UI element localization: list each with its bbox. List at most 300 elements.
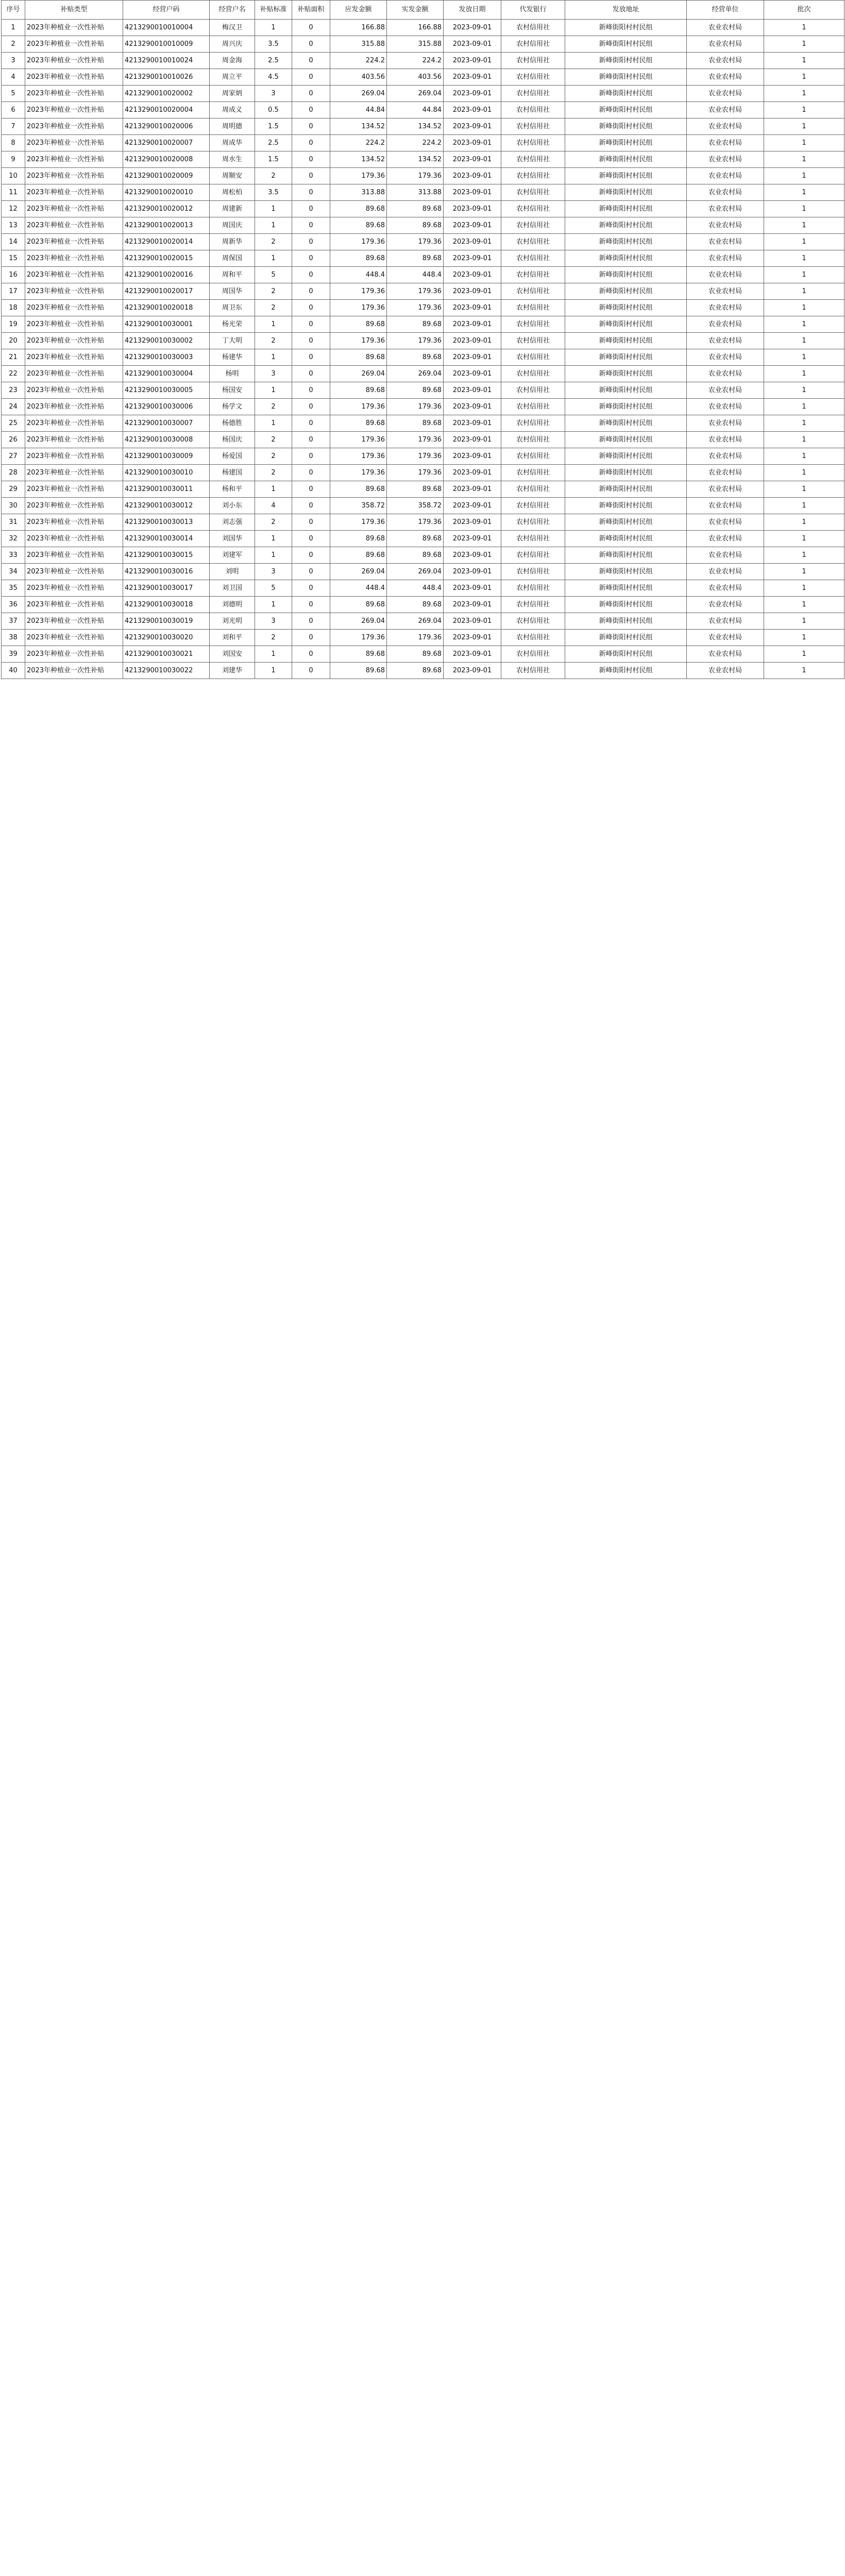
cell-paid: 269.04 [387,613,444,630]
cell-bank: 农村信用社 [501,630,565,646]
cell-type: 2023年种植业一次性补贴 [25,481,123,498]
cell-no: 26 [2,432,25,448]
cell-no: 21 [2,349,25,366]
cell-no: 40 [2,663,25,679]
cell-type: 2023年种植业一次性补贴 [25,283,123,300]
cell-type: 2023年种植业一次性补贴 [25,531,123,547]
cell-date: 2023-09-01 [444,53,501,69]
cell-std: 1 [255,663,292,679]
cell-std: 2 [255,300,292,316]
cell-area: 0 [292,20,330,36]
table-row [2,102,844,118]
table-row [2,267,844,283]
cell-date: 2023-09-01 [444,151,501,168]
cell-bank: 农村信用社 [501,613,565,630]
cell-no: 14 [2,234,25,250]
cell-type: 2023年种植业一次性补贴 [25,547,123,564]
cell-no: 29 [2,481,25,498]
cell-paid: 179.36 [387,432,444,448]
cell-code: 4213290010030019 [123,613,210,630]
cell-code: 4213290010030013 [123,514,210,531]
cell-type: 2023年种植业一次性补贴 [25,316,123,333]
cell-batch: 1 [764,498,844,514]
cell-unit: 农业农村局 [687,168,764,184]
cell-no: 23 [2,382,25,399]
cell-std: 4 [255,498,292,514]
cell-batch: 1 [764,118,844,135]
cell-bank: 农村信用社 [501,36,565,53]
cell-bank: 农村信用社 [501,481,565,498]
cell-type: 2023年种植业一次性补贴 [25,86,123,102]
cell-paid: 269.04 [387,564,444,580]
cell-no: 17 [2,283,25,300]
table-row [2,151,844,168]
cell-area: 0 [292,564,330,580]
cell-batch: 1 [764,333,844,349]
cell-code: 4213290010020014 [123,234,210,250]
table-row [2,663,844,679]
cell-bank: 农村信用社 [501,135,565,151]
cell-addr: 新峰街阳村村民组 [565,597,687,613]
cell-unit: 农业农村局 [687,630,764,646]
table-row [2,135,844,151]
cell-bank: 农村信用社 [501,168,565,184]
cell-paid: 448.4 [387,580,444,597]
table-row [2,118,844,135]
cell-addr: 新峰街阳村村民组 [565,498,687,514]
cell-date: 2023-09-01 [444,250,501,267]
cell-bank: 农村信用社 [501,547,565,564]
table-row [2,333,844,349]
table-row [2,432,844,448]
cell-std: 2 [255,399,292,415]
cell-code: 4213290010030014 [123,531,210,547]
cell-unit: 农业农村局 [687,663,764,679]
cell-bank: 农村信用社 [501,151,565,168]
cell-addr: 新峰街阳村村民组 [565,53,687,69]
cell-no: 19 [2,316,25,333]
cell-code: 4213290010030015 [123,547,210,564]
cell-paid: 89.68 [387,415,444,432]
cell-date: 2023-09-01 [444,597,501,613]
cell-due: 179.36 [330,168,387,184]
cell-bank: 农村信用社 [501,333,565,349]
cell-unit: 农业农村局 [687,333,764,349]
cell-area: 0 [292,333,330,349]
cell-unit: 农业农村局 [687,151,764,168]
cell-paid: 166.88 [387,20,444,36]
cell-date: 2023-09-01 [444,118,501,135]
cell-date: 2023-09-01 [444,168,501,184]
cell-std: 2 [255,432,292,448]
cell-batch: 1 [764,399,844,415]
cell-unit: 农业农村局 [687,217,764,234]
cell-bank: 农村信用社 [501,399,565,415]
cell-name: 丁大明 [210,333,255,349]
cell-area: 0 [292,580,330,597]
cell-due: 89.68 [330,646,387,663]
cell-batch: 1 [764,69,844,86]
cell-type: 2023年种植业一次性补贴 [25,663,123,679]
cell-name: 杨学文 [210,399,255,415]
cell-type: 2023年种植业一次性补贴 [25,349,123,366]
cell-bank: 农村信用社 [501,217,565,234]
cell-name: 刘建华 [210,663,255,679]
cell-due: 179.36 [330,448,387,465]
cell-no: 16 [2,267,25,283]
cell-addr: 新峰街阳村村民组 [565,86,687,102]
cell-unit: 农业农村局 [687,465,764,481]
cell-due: 403.56 [330,69,387,86]
table-row [2,184,844,201]
cell-batch: 1 [764,250,844,267]
cell-date: 2023-09-01 [444,36,501,53]
cell-code: 4213290010020018 [123,300,210,316]
column-header: 经营单位 [687,1,764,20]
cell-addr: 新峰街阳村村民组 [565,465,687,481]
table-body [2,20,844,679]
cell-batch: 1 [764,53,844,69]
column-header: 发放地址 [565,1,687,20]
cell-unit: 农业农村局 [687,415,764,432]
cell-date: 2023-09-01 [444,415,501,432]
cell-type: 2023年种植业一次性补贴 [25,300,123,316]
cell-due: 89.68 [330,250,387,267]
cell-unit: 农业农村局 [687,349,764,366]
table-header-row [2,1,844,20]
cell-area: 0 [292,316,330,333]
cell-code: 4213290010020013 [123,217,210,234]
cell-paid: 134.52 [387,118,444,135]
cell-code: 4213290010010024 [123,53,210,69]
cell-code: 4213290010020012 [123,201,210,217]
cell-type: 2023年种植业一次性补贴 [25,514,123,531]
cell-bank: 农村信用社 [501,366,565,382]
cell-due: 179.36 [330,630,387,646]
cell-area: 0 [292,663,330,679]
cell-paid: 89.68 [387,316,444,333]
cell-paid: 89.68 [387,217,444,234]
subsidy-table [1,0,844,679]
cell-area: 0 [292,267,330,283]
cell-bank: 农村信用社 [501,465,565,481]
cell-addr: 新峰街阳村村民组 [565,646,687,663]
cell-unit: 农业农村局 [687,300,764,316]
cell-addr: 新峰街阳村村民组 [565,399,687,415]
cell-std: 1 [255,316,292,333]
cell-date: 2023-09-01 [444,580,501,597]
cell-code: 4213290010010009 [123,36,210,53]
cell-std: 1 [255,646,292,663]
cell-unit: 农业农村局 [687,580,764,597]
cell-no: 32 [2,531,25,547]
cell-due: 315.88 [330,36,387,53]
table-row [2,531,844,547]
cell-area: 0 [292,646,330,663]
cell-code: 4213290010030006 [123,399,210,415]
cell-type: 2023年种植业一次性补贴 [25,267,123,283]
cell-due: 89.68 [330,349,387,366]
cell-date: 2023-09-01 [444,69,501,86]
cell-area: 0 [292,69,330,86]
table-row [2,349,844,366]
table-row [2,234,844,250]
cell-bank: 农村信用社 [501,86,565,102]
cell-area: 0 [292,102,330,118]
cell-std: 0.5 [255,102,292,118]
cell-addr: 新峰街阳村村民组 [565,20,687,36]
cell-batch: 1 [764,234,844,250]
table-row [2,630,844,646]
cell-std: 2 [255,514,292,531]
cell-no: 30 [2,498,25,514]
cell-type: 2023年种植业一次性补贴 [25,597,123,613]
cell-due: 44.84 [330,102,387,118]
table-row [2,316,844,333]
cell-type: 2023年种植业一次性补贴 [25,613,123,630]
cell-area: 0 [292,250,330,267]
cell-no: 12 [2,201,25,217]
table-row [2,448,844,465]
cell-code: 4213290010030009 [123,448,210,465]
cell-area: 0 [292,349,330,366]
cell-addr: 新峰街阳村村民组 [565,168,687,184]
cell-code: 4213290010030018 [123,597,210,613]
cell-batch: 1 [764,20,844,36]
cell-date: 2023-09-01 [444,399,501,415]
cell-area: 0 [292,481,330,498]
cell-due: 89.68 [330,663,387,679]
cell-date: 2023-09-01 [444,102,501,118]
cell-no: 11 [2,184,25,201]
cell-unit: 农业农村局 [687,564,764,580]
cell-date: 2023-09-01 [444,498,501,514]
cell-std: 2 [255,448,292,465]
cell-code: 4213290010030008 [123,432,210,448]
cell-area: 0 [292,465,330,481]
cell-no: 5 [2,86,25,102]
cell-std: 3 [255,564,292,580]
cell-name: 刘明 [210,564,255,580]
cell-bank: 农村信用社 [501,316,565,333]
cell-paid: 403.56 [387,69,444,86]
cell-due: 179.36 [330,234,387,250]
cell-name: 周新华 [210,234,255,250]
cell-paid: 179.36 [387,514,444,531]
cell-area: 0 [292,531,330,547]
cell-code: 4213290010030002 [123,333,210,349]
cell-code: 4213290010030003 [123,349,210,366]
cell-std: 3.5 [255,36,292,53]
column-header: 代发银行 [501,1,565,20]
cell-batch: 1 [764,300,844,316]
cell-no: 33 [2,547,25,564]
cell-batch: 1 [764,646,844,663]
cell-area: 0 [292,498,330,514]
cell-std: 5 [255,580,292,597]
cell-bank: 农村信用社 [501,283,565,300]
cell-unit: 农业农村局 [687,267,764,283]
cell-batch: 1 [764,217,844,234]
cell-due: 179.36 [330,283,387,300]
cell-due: 179.36 [330,300,387,316]
column-header: 实发金额 [387,1,444,20]
cell-batch: 1 [764,349,844,366]
cell-unit: 农业农村局 [687,250,764,267]
cell-name: 周水生 [210,151,255,168]
cell-unit: 农业农村局 [687,102,764,118]
table-row [2,300,844,316]
cell-addr: 新峰街阳村村民组 [565,564,687,580]
table-row [2,86,844,102]
cell-date: 2023-09-01 [444,316,501,333]
cell-batch: 1 [764,613,844,630]
cell-code: 4213290010020008 [123,151,210,168]
cell-addr: 新峰街阳村村民组 [565,184,687,201]
cell-code: 4213290010020010 [123,184,210,201]
cell-unit: 农业农村局 [687,613,764,630]
table-row [2,514,844,531]
cell-area: 0 [292,201,330,217]
cell-unit: 农业农村局 [687,448,764,465]
cell-area: 0 [292,514,330,531]
cell-no: 6 [2,102,25,118]
cell-no: 10 [2,168,25,184]
cell-paid: 89.68 [387,646,444,663]
cell-due: 89.68 [330,217,387,234]
cell-paid: 89.68 [387,663,444,679]
cell-date: 2023-09-01 [444,86,501,102]
cell-unit: 农业农村局 [687,316,764,333]
table-row [2,481,844,498]
cell-addr: 新峰街阳村村民组 [565,102,687,118]
cell-date: 2023-09-01 [444,184,501,201]
cell-std: 1 [255,531,292,547]
column-header: 经营户码 [123,1,210,20]
cell-name: 周金海 [210,53,255,69]
cell-paid: 89.68 [387,547,444,564]
cell-paid: 179.36 [387,283,444,300]
cell-unit: 农业农村局 [687,597,764,613]
cell-name: 刘国安 [210,646,255,663]
table-row [2,366,844,382]
cell-area: 0 [292,300,330,316]
cell-area: 0 [292,415,330,432]
cell-unit: 农业农村局 [687,498,764,514]
cell-type: 2023年种植业一次性补贴 [25,201,123,217]
table-row [2,465,844,481]
cell-code: 4213290010020015 [123,250,210,267]
cell-name: 周成华 [210,135,255,151]
cell-bank: 农村信用社 [501,382,565,399]
cell-std: 1.5 [255,151,292,168]
cell-date: 2023-09-01 [444,234,501,250]
cell-area: 0 [292,613,330,630]
cell-addr: 新峰街阳村村民组 [565,531,687,547]
cell-date: 2023-09-01 [444,432,501,448]
cell-batch: 1 [764,597,844,613]
cell-addr: 新峰街阳村村民组 [565,135,687,151]
table-row [2,69,844,86]
cell-addr: 新峰街阳村村民组 [565,349,687,366]
cell-date: 2023-09-01 [444,20,501,36]
cell-date: 2023-09-01 [444,201,501,217]
cell-date: 2023-09-01 [444,630,501,646]
cell-paid: 313.88 [387,184,444,201]
cell-paid: 89.68 [387,481,444,498]
cell-unit: 农业农村局 [687,382,764,399]
cell-code: 4213290010030004 [123,366,210,382]
cell-std: 3.5 [255,184,292,201]
cell-batch: 1 [764,448,844,465]
column-header: 补贴标准 [255,1,292,20]
cell-type: 2023年种植业一次性补贴 [25,580,123,597]
cell-batch: 1 [764,151,844,168]
cell-type: 2023年种植业一次性补贴 [25,69,123,86]
cell-addr: 新峰街阳村村民组 [565,267,687,283]
cell-name: 周顺安 [210,168,255,184]
column-header: 批次 [764,1,844,20]
cell-name: 杨国庆 [210,432,255,448]
cell-std: 1 [255,349,292,366]
cell-no: 35 [2,580,25,597]
cell-no: 37 [2,613,25,630]
cell-date: 2023-09-01 [444,646,501,663]
cell-bank: 农村信用社 [501,300,565,316]
cell-due: 89.68 [330,547,387,564]
cell-name: 刘德明 [210,597,255,613]
cell-due: 224.2 [330,53,387,69]
cell-batch: 1 [764,135,844,151]
cell-area: 0 [292,547,330,564]
cell-std: 2 [255,234,292,250]
cell-due: 179.36 [330,333,387,349]
cell-paid: 44.84 [387,102,444,118]
cell-addr: 新峰街阳村村民组 [565,151,687,168]
cell-no: 15 [2,250,25,267]
cell-name: 周和平 [210,267,255,283]
cell-name: 刘志强 [210,514,255,531]
cell-area: 0 [292,135,330,151]
cell-addr: 新峰街阳村村民组 [565,481,687,498]
cell-date: 2023-09-01 [444,300,501,316]
cell-no: 4 [2,69,25,86]
table-row [2,36,844,53]
cell-paid: 179.36 [387,448,444,465]
cell-bank: 农村信用社 [501,20,565,36]
cell-paid: 179.36 [387,234,444,250]
cell-no: 9 [2,151,25,168]
cell-std: 2 [255,465,292,481]
cell-name: 周成义 [210,102,255,118]
cell-paid: 179.36 [387,168,444,184]
cell-name: 刘卫国 [210,580,255,597]
cell-bank: 农村信用社 [501,102,565,118]
cell-no: 7 [2,118,25,135]
cell-type: 2023年种植业一次性补贴 [25,432,123,448]
table-row [2,613,844,630]
cell-std: 1.5 [255,118,292,135]
cell-addr: 新峰街阳村村民组 [565,316,687,333]
cell-paid: 315.88 [387,36,444,53]
cell-area: 0 [292,184,330,201]
cell-name: 刘小东 [210,498,255,514]
cell-date: 2023-09-01 [444,382,501,399]
cell-addr: 新峰街阳村村民组 [565,366,687,382]
cell-type: 2023年种植业一次性补贴 [25,646,123,663]
cell-paid: 224.2 [387,53,444,69]
cell-batch: 1 [764,481,844,498]
